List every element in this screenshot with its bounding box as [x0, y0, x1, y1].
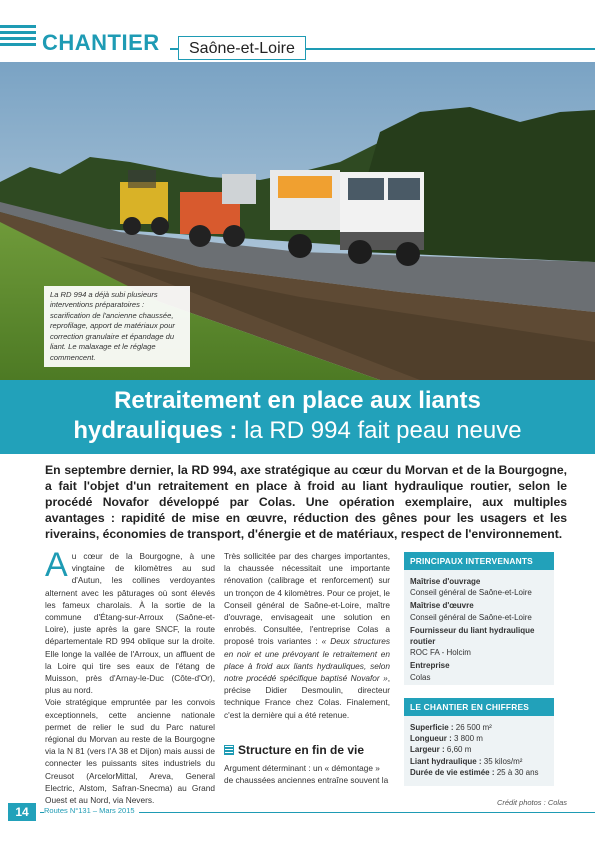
body-column-1: [45, 546, 215, 806]
lead-paragraph: En septembre dernier, la RD 994, axe stratégique au cœur du Morvan et de la Bourgogne, a fait l'objet d'un retraitement en place à froid au liant hydraulique routier, selon le procédé Novafor développé par Colas. Une opération exemplaire, aux multiples avantages : rapidité de mise en œuvre, réduction des gênes pour les usagers et les riverains, économies de transport, d'énergie et de matériaux, respect de l'environnement.: [45, 463, 567, 541]
page-number: 14: [8, 803, 36, 821]
photo-credit: Crédit photos : Colas: [496, 798, 567, 807]
entry-value: 3 800 m: [451, 734, 483, 744]
entry-value: 6,60 m: [444, 745, 472, 755]
entry-label: Entreprise: [410, 661, 450, 671]
entry-value: Conseil général de Saône-et-Loire: [410, 612, 532, 622]
entry-value: ROC FA - Holcim: [410, 648, 471, 658]
list-item: [410, 722, 548, 733]
list-item: [410, 576, 548, 598]
entry-label: Largeur :: [410, 745, 445, 755]
body-text: , précise Didier Desmoulin, directeur technique France chez Colas. Finalement, c'est la dernière qui a été retenue.: [224, 673, 390, 720]
entry-label: Maîtrise d'ouvrage: [410, 577, 481, 586]
entry-value: Colas: [410, 672, 431, 682]
box-title: LE CHANTIER EN CHIFFRES: [404, 698, 554, 716]
body-paragraph: u cœur de la Bourgogne, à une vingtaine de kilomètres au sud d'Autun, les collines verdoyantes alternent avec les pâturages où sont élevés les fameux charolais. À la sortie de la commune d'Étang-sur-Arroux (Saône-et-Loire), juste après la gare SNCF, la route départementale RD 994 oblique sur la droite. Elle longe la vallée de l'Arroux, un affluent de la Loire qui tire ses eaux de l'étang de Muisson, près d'Arnay-le-Duc (Côte-d'Or), plus au nord.: [45, 551, 215, 696]
entry-value: 25 à 30 ans: [494, 767, 539, 777]
body-text: Très sollicitée par des charges importantes, la chaussée nécessitait une importante rénovation (calibrage et renforcement) sur un tronçon de 4 kilomètres. Pour ce projet, le Conseil général de Saône-et-Loire, maître d'ouvrage, envisageait une solution en enrobés. Consultée, l'entreprise Colas a proposé trois variantes :: [224, 551, 390, 647]
intervenants-box: [404, 552, 554, 685]
title-line-1: Retraitement en place aux liants: [114, 387, 481, 414]
entry-label: Liant hydraulique :: [410, 756, 482, 766]
entry-label: Maîtrise d'œuvre: [410, 601, 474, 611]
list-item: [410, 744, 548, 755]
list-item: [410, 756, 548, 767]
quote-text: « Deux structures en noir et une prévoyant le retraitement en place à froid aux liants hydrauliques, selon notre procédé spécifique baptisé Novafor »: [224, 636, 390, 684]
title-line-2-light: la RD 994 fait peau neuve: [237, 417, 522, 444]
entry-label: Durée de vie estimée :: [410, 767, 495, 777]
body-paragraph: [224, 550, 390, 721]
box-body: [404, 716, 554, 778]
entry-label: Superficie :: [410, 723, 454, 732]
body-paragraph: Argument déterminant : un « démontage » de chaussées anciennes entraîne souvent la: [224, 763, 389, 786]
list-item: [410, 733, 548, 744]
entry-value: 35 kilos/m²: [481, 756, 523, 766]
list-item: [410, 660, 548, 682]
chiffres-box: [404, 698, 554, 786]
box-title: PRINCIPAUX INTERVENANTS: [404, 552, 554, 570]
title-line-2-bold: hydrauliques :: [73, 417, 238, 444]
body-column-2: [224, 550, 390, 721]
photo-caption: La RD 994 a déjà subi plusieurs interventions préparatoires : scarification de l'ancienne chaussée, reprofilage, apport de matériaux pour correction granulaire et épandage du liant. Le malaxage et le réglage commencent.: [44, 286, 190, 367]
subheading: [224, 743, 364, 757]
header-stripes-icon: [0, 25, 36, 49]
subheading-text: Structure en fin de vie: [238, 743, 365, 757]
article-title: [0, 386, 595, 446]
entry-label: Fournisseur du liant hydraulique routier: [410, 625, 535, 647]
region-tag: Saône-et-Loire: [178, 36, 306, 60]
list-icon: [224, 745, 234, 755]
body-column-2-continued: [224, 762, 390, 786]
list-item: [410, 625, 548, 659]
section-title: CHANTIER: [42, 30, 160, 55]
list-item: [410, 600, 548, 622]
list-item: [410, 767, 548, 778]
entry-value: 26 500 m²: [453, 723, 492, 732]
box-body: [404, 570, 554, 683]
drop-cap: A: [45, 546, 68, 584]
entry-label: Longueur :: [410, 734, 452, 744]
body-paragraph: Voie stratégique empruntée par les convois exceptionnels, cette ancienne nationale permet de relier le sud du Parc naturel régional du Morvan au reste de la Bourgogne via la N 81 (vers l'A 38 et Dijon) mais aussi de connecter les puissants sites industriels du Creusot (ArcelorMittal, Areva, General Electric, Alstom, Safran-Snecma) au Grand Ouest et au Nord, via Nevers.: [45, 697, 215, 806]
publication-info: Routes N°131 – Mars 2015: [44, 806, 139, 815]
entry-value: Conseil général de Saône-et-Loire: [410, 588, 532, 598]
